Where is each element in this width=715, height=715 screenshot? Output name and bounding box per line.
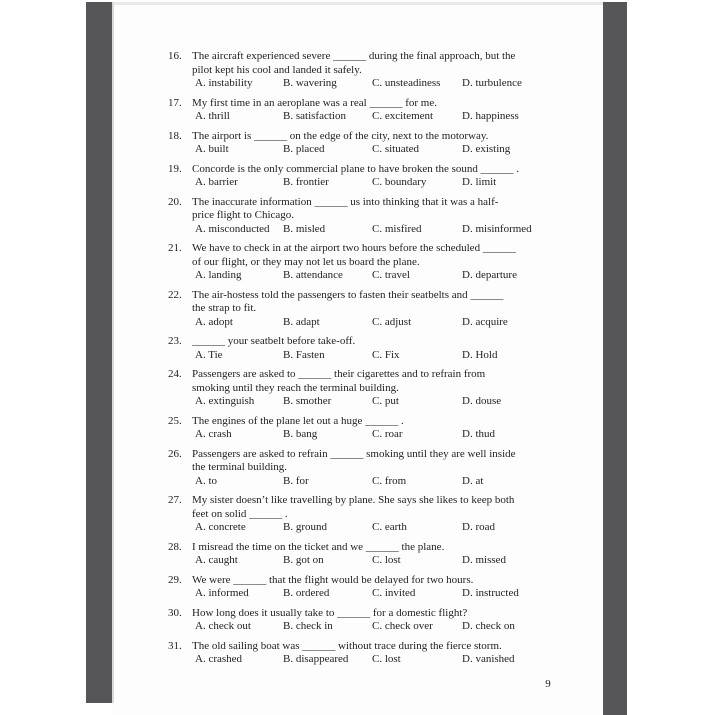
answer-option bbox=[462, 349, 497, 363]
answer-option bbox=[283, 223, 372, 237]
question-item bbox=[168, 368, 600, 409]
page-number: 9 bbox=[545, 678, 551, 690]
answer-option bbox=[195, 176, 283, 190]
answer-option bbox=[372, 110, 462, 124]
answer-option bbox=[195, 554, 283, 568]
option-label: B. bbox=[283, 269, 296, 281]
option-label: B. bbox=[283, 348, 296, 361]
option-text: adjust bbox=[384, 315, 412, 328]
options-row bbox=[192, 395, 600, 409]
option-text: bang bbox=[295, 428, 318, 440]
question-number: 23. bbox=[168, 335, 182, 347]
option-label: A. bbox=[195, 620, 209, 632]
question-body bbox=[192, 448, 600, 489]
option-text: crash bbox=[208, 428, 232, 440]
option-text: misled bbox=[295, 222, 326, 235]
answer-option bbox=[283, 77, 372, 91]
question-body bbox=[192, 574, 600, 601]
question-item bbox=[168, 130, 600, 157]
option-text: excitement bbox=[384, 110, 434, 122]
option-text: road bbox=[475, 521, 495, 533]
option-label: C. bbox=[372, 77, 385, 89]
options-row bbox=[192, 110, 600, 124]
option-label: D. bbox=[462, 474, 476, 487]
option-label: B. bbox=[283, 176, 296, 188]
question-body bbox=[192, 289, 600, 330]
answer-option bbox=[462, 653, 515, 667]
option-label: D. bbox=[462, 315, 476, 328]
question-text-line: of our flight, or they may not let us board the plane. bbox=[192, 255, 420, 268]
answer-option bbox=[372, 521, 462, 535]
option-text: misfired bbox=[384, 222, 422, 235]
option-text: misconducted bbox=[208, 222, 270, 235]
option-label: B. bbox=[283, 222, 296, 235]
option-text: limit bbox=[475, 176, 497, 188]
question-number: 18. bbox=[168, 129, 182, 142]
question-text-line: the terminal building. bbox=[192, 461, 288, 473]
option-label: C. bbox=[372, 521, 385, 533]
option-text: thud bbox=[475, 428, 496, 440]
answer-option bbox=[372, 395, 462, 409]
question-number: 28. bbox=[168, 540, 182, 553]
option-label: B. bbox=[283, 554, 296, 566]
option-label: D. bbox=[462, 620, 476, 632]
answer-option bbox=[283, 349, 372, 363]
question-number: 27. bbox=[168, 494, 182, 506]
answer-option bbox=[195, 349, 283, 363]
question-body bbox=[192, 163, 600, 190]
answer-option bbox=[283, 395, 372, 409]
option-label: A. bbox=[195, 348, 209, 361]
question-body bbox=[192, 368, 600, 409]
answer-option bbox=[372, 554, 462, 568]
answer-option bbox=[462, 176, 496, 190]
answer-option bbox=[283, 620, 372, 634]
option-label: D. bbox=[462, 428, 476, 440]
question-body bbox=[192, 494, 600, 535]
question-text-line: The inaccurate information ______ us into thinking that it was a half- bbox=[192, 195, 499, 208]
option-label: B. bbox=[283, 110, 296, 122]
option-label: C. bbox=[372, 110, 385, 122]
worksheet-page bbox=[112, 0, 603, 715]
answer-option bbox=[195, 110, 283, 124]
question-number: 20. bbox=[168, 195, 182, 208]
option-label: B. bbox=[283, 587, 296, 599]
answer-option bbox=[462, 587, 519, 601]
option-label: B. bbox=[283, 395, 296, 407]
question-body bbox=[192, 607, 600, 634]
option-text: unsteadiness bbox=[384, 77, 441, 89]
option-label: C. bbox=[372, 222, 385, 235]
answer-option bbox=[195, 77, 283, 91]
answer-option bbox=[462, 554, 506, 568]
question-item bbox=[168, 196, 600, 237]
options-row bbox=[192, 349, 600, 363]
question-text-line: the strap to fit. bbox=[192, 302, 257, 314]
question-number: 30. bbox=[168, 606, 182, 619]
answer-option bbox=[372, 653, 462, 667]
option-label: D. bbox=[462, 110, 476, 122]
answer-option bbox=[462, 316, 508, 330]
question-item bbox=[168, 50, 600, 91]
question-item bbox=[168, 494, 600, 535]
option-text: Fasten bbox=[295, 348, 325, 361]
option-label: D. bbox=[462, 395, 476, 407]
question-body bbox=[192, 130, 600, 157]
option-text: satisfaction bbox=[295, 110, 346, 122]
answer-option bbox=[283, 176, 372, 190]
option-label: D. bbox=[462, 521, 476, 533]
option-text: existing bbox=[475, 143, 511, 155]
right-page-border bbox=[603, 2, 627, 715]
question-text-line: I misread the time on the ticket and we ______ the plane. bbox=[192, 540, 445, 553]
option-label: A. bbox=[195, 474, 209, 487]
left-page-border bbox=[86, 2, 112, 703]
options-row bbox=[192, 475, 600, 489]
option-label: B. bbox=[283, 653, 296, 665]
option-text: frontier bbox=[295, 176, 329, 188]
answer-option bbox=[462, 521, 495, 535]
option-text: thrill bbox=[208, 110, 230, 122]
question-body bbox=[192, 541, 600, 568]
answer-option bbox=[195, 428, 283, 442]
answer-option bbox=[372, 176, 462, 190]
question-item bbox=[168, 448, 600, 489]
option-text: concrete bbox=[208, 521, 246, 533]
answer-option bbox=[462, 395, 501, 409]
answer-option bbox=[372, 77, 462, 91]
option-label: A. bbox=[195, 110, 209, 122]
answer-option bbox=[195, 269, 283, 283]
answer-option bbox=[195, 395, 283, 409]
answer-option bbox=[283, 428, 372, 442]
question-body bbox=[192, 242, 600, 283]
option-label: D. bbox=[462, 222, 476, 235]
answer-option bbox=[462, 620, 515, 634]
question-item bbox=[168, 640, 600, 667]
option-label: D. bbox=[462, 587, 476, 599]
question-item bbox=[168, 242, 600, 283]
answer-option bbox=[372, 587, 462, 601]
question-item bbox=[168, 163, 600, 190]
answer-option bbox=[283, 316, 372, 330]
option-text: lost bbox=[384, 554, 401, 566]
answer-option bbox=[283, 653, 372, 667]
option-text: adapt bbox=[295, 315, 320, 328]
option-label: C. bbox=[372, 587, 385, 599]
answer-option bbox=[462, 143, 510, 157]
option-label: C. bbox=[372, 474, 385, 487]
question-text-line: ______ your seatbelt before take-off. bbox=[192, 335, 356, 347]
question-text-line: The aircraft experienced severe ______ during the final approach, but the bbox=[192, 50, 516, 62]
answer-option bbox=[195, 223, 283, 237]
option-text: placed bbox=[295, 143, 325, 155]
option-text: wavering bbox=[295, 77, 337, 89]
option-text: landing bbox=[208, 269, 242, 281]
answer-option bbox=[195, 143, 283, 157]
question-number: 17. bbox=[168, 96, 182, 109]
option-label: A. bbox=[195, 653, 209, 665]
option-text: put bbox=[384, 395, 399, 407]
option-text: adopt bbox=[208, 315, 233, 328]
option-text: vanished bbox=[475, 653, 515, 665]
option-text: departure bbox=[475, 269, 517, 281]
answer-option bbox=[283, 269, 372, 283]
option-label: C. bbox=[372, 269, 385, 281]
option-label: C. bbox=[372, 315, 385, 328]
option-text: earth bbox=[384, 521, 407, 533]
question-number: 26. bbox=[168, 447, 182, 460]
option-text: at bbox=[475, 474, 484, 487]
option-label: A. bbox=[195, 521, 209, 533]
question-item bbox=[168, 607, 600, 634]
question-item bbox=[168, 289, 600, 330]
option-text: instructed bbox=[475, 587, 519, 599]
question-body bbox=[192, 97, 600, 124]
options-row bbox=[192, 316, 600, 330]
option-label: C. bbox=[372, 620, 385, 632]
question-text-line: Passengers are asked to ______ their cigarettes and to refrain from bbox=[192, 368, 486, 380]
answer-option bbox=[283, 521, 372, 535]
option-text: check over bbox=[384, 620, 433, 632]
question-item bbox=[168, 97, 600, 124]
option-label: D. bbox=[462, 143, 476, 155]
option-text: smother bbox=[295, 395, 332, 407]
option-label: D. bbox=[462, 348, 476, 361]
options-row bbox=[192, 554, 600, 568]
option-text: built bbox=[208, 143, 229, 155]
options-row bbox=[192, 77, 600, 91]
option-label: D. bbox=[462, 176, 476, 188]
question-text-line: pilot kept his cool and landed it safely. bbox=[192, 63, 362, 76]
question-text-line: price flight to Chicago. bbox=[192, 209, 295, 221]
option-text: Tie bbox=[208, 348, 223, 361]
option-text: ground bbox=[295, 521, 328, 533]
option-text: informed bbox=[208, 587, 249, 599]
option-label: D. bbox=[462, 653, 476, 665]
option-text: lost bbox=[384, 653, 401, 665]
question-number: 25. bbox=[168, 414, 182, 427]
answer-option bbox=[283, 143, 372, 157]
answer-option bbox=[372, 143, 462, 157]
option-label: C. bbox=[372, 428, 385, 440]
answer-option bbox=[462, 110, 519, 124]
answer-option bbox=[372, 316, 462, 330]
answer-option bbox=[462, 428, 495, 442]
option-label: A. bbox=[195, 554, 209, 566]
question-number: 19. bbox=[168, 162, 182, 175]
option-label: A. bbox=[195, 77, 209, 89]
option-text: douse bbox=[475, 395, 502, 407]
option-label: B. bbox=[283, 315, 296, 328]
option-text: check on bbox=[475, 620, 515, 632]
option-text: for bbox=[295, 474, 309, 487]
option-label: A. bbox=[195, 587, 209, 599]
option-label: C. bbox=[372, 554, 385, 566]
option-text: Fix bbox=[384, 348, 400, 361]
option-text: travel bbox=[384, 269, 410, 281]
options-row bbox=[192, 428, 600, 442]
options-row bbox=[192, 143, 600, 157]
answer-option bbox=[195, 521, 283, 535]
option-text: from bbox=[384, 474, 407, 487]
options-row bbox=[192, 587, 600, 601]
answer-option bbox=[372, 349, 462, 363]
option-label: A. bbox=[195, 269, 209, 281]
option-label: B. bbox=[283, 428, 296, 440]
option-label: D. bbox=[462, 554, 476, 566]
option-text: to bbox=[208, 474, 218, 487]
answer-option bbox=[195, 587, 283, 601]
option-text: invited bbox=[384, 587, 416, 599]
option-label: B. bbox=[283, 143, 296, 155]
option-text: got on bbox=[295, 554, 324, 566]
answer-option bbox=[372, 269, 462, 283]
option-label: C. bbox=[372, 653, 385, 665]
question-number: 29. bbox=[168, 573, 182, 586]
option-text: caught bbox=[208, 554, 238, 566]
question-text-line: We were ______ that the flight would be delayed for two hours. bbox=[192, 573, 474, 586]
question-item bbox=[168, 415, 600, 442]
option-text: roar bbox=[384, 428, 403, 440]
question-text-line: My first time in an aeroplane was a real ______ for me. bbox=[192, 96, 437, 109]
option-label: A. bbox=[195, 222, 209, 235]
question-text-line: smoking until they reach the terminal building. bbox=[192, 381, 399, 394]
answer-option bbox=[462, 269, 517, 283]
question-number: 24. bbox=[168, 368, 182, 380]
option-text: ordered bbox=[295, 587, 330, 599]
question-text-line: The old sailing boat was ______ without trace during the fierce storm. bbox=[192, 639, 502, 652]
question-text-line: How long does it usually take to ______ for a domestic flight? bbox=[192, 606, 468, 619]
option-text: instability bbox=[208, 77, 253, 89]
option-text: Hold bbox=[475, 348, 498, 361]
option-label: C. bbox=[372, 143, 385, 155]
options-row bbox=[192, 223, 600, 237]
question-number: 16. bbox=[168, 50, 182, 62]
answer-option bbox=[372, 475, 462, 489]
option-label: B. bbox=[283, 521, 296, 533]
answer-option bbox=[372, 428, 462, 442]
options-row bbox=[192, 521, 600, 535]
option-text: happiness bbox=[475, 110, 519, 122]
option-label: A. bbox=[195, 176, 209, 188]
answer-option bbox=[283, 475, 372, 489]
question-text-line: My sister doesn’t like travelling by plane. She says she likes to keep both bbox=[192, 494, 515, 506]
question-list bbox=[168, 50, 600, 673]
option-label: A. bbox=[195, 395, 209, 407]
page-top-edge bbox=[112, 2, 603, 5]
answer-option bbox=[283, 110, 372, 124]
option-text: misinformed bbox=[475, 222, 532, 235]
answer-option bbox=[462, 223, 532, 237]
options-row bbox=[192, 269, 600, 283]
option-label: C. bbox=[372, 176, 385, 188]
question-item bbox=[168, 335, 600, 362]
question-text-line: The engines of the plane let out a huge ______ . bbox=[192, 414, 404, 427]
answer-option bbox=[462, 77, 522, 91]
option-label: C. bbox=[372, 395, 385, 407]
options-row bbox=[192, 176, 600, 190]
option-text: turbulence bbox=[475, 77, 522, 89]
option-text: extinguish bbox=[208, 395, 255, 407]
question-text-line: The air-hostess told the passengers to fasten their seatbelts and ______ bbox=[192, 288, 504, 301]
question-number: 22. bbox=[168, 288, 182, 301]
question-text-line: feet on solid ______ . bbox=[192, 507, 288, 520]
option-text: crashed bbox=[208, 653, 243, 665]
answer-option bbox=[195, 475, 283, 489]
answer-option bbox=[283, 554, 372, 568]
question-text-line: The airport is ______ on the edge of the city, next to the motorway. bbox=[192, 129, 489, 142]
option-text: situated bbox=[384, 143, 420, 155]
option-text: attendance bbox=[295, 269, 343, 281]
question-item bbox=[168, 574, 600, 601]
option-text: disappeared bbox=[295, 653, 349, 665]
question-text-line: Passengers are asked to refrain ______ smoking until they are well inside bbox=[192, 447, 516, 460]
answer-option bbox=[195, 620, 283, 634]
page-left-edge bbox=[112, 2, 114, 703]
option-text: barrier bbox=[208, 176, 238, 188]
option-label: B. bbox=[283, 77, 296, 89]
answer-option bbox=[195, 316, 283, 330]
question-body bbox=[192, 640, 600, 667]
option-text: check in bbox=[295, 620, 333, 632]
question-body bbox=[192, 50, 600, 91]
option-label: A. bbox=[195, 315, 209, 328]
option-text: acquire bbox=[475, 315, 508, 328]
question-text-line: We have to check in at the airport two hours before the scheduled ______ bbox=[192, 242, 516, 254]
answer-option bbox=[372, 620, 462, 634]
option-label: A. bbox=[195, 143, 209, 155]
option-label: A. bbox=[195, 428, 209, 440]
option-label: B. bbox=[283, 474, 296, 487]
question-number: 21. bbox=[168, 242, 182, 254]
option-label: C. bbox=[372, 348, 385, 361]
answer-option bbox=[372, 223, 462, 237]
answer-option bbox=[195, 653, 283, 667]
option-label: B. bbox=[283, 620, 296, 632]
options-row bbox=[192, 653, 600, 667]
question-body bbox=[192, 415, 600, 442]
answer-option bbox=[283, 587, 372, 601]
option-text: boundary bbox=[384, 176, 427, 188]
question-item bbox=[168, 541, 600, 568]
question-text-line: Concorde is the only commercial plane to have broken the sound ______ . bbox=[192, 162, 520, 175]
question-number: 31. bbox=[168, 639, 182, 652]
question-body bbox=[192, 196, 600, 237]
option-label: D. bbox=[462, 269, 476, 281]
option-text: check out bbox=[208, 620, 251, 632]
option-label: D. bbox=[462, 77, 476, 89]
options-row bbox=[192, 620, 600, 634]
question-body bbox=[192, 335, 600, 362]
answer-option bbox=[462, 475, 483, 489]
option-text: missed bbox=[475, 554, 507, 566]
